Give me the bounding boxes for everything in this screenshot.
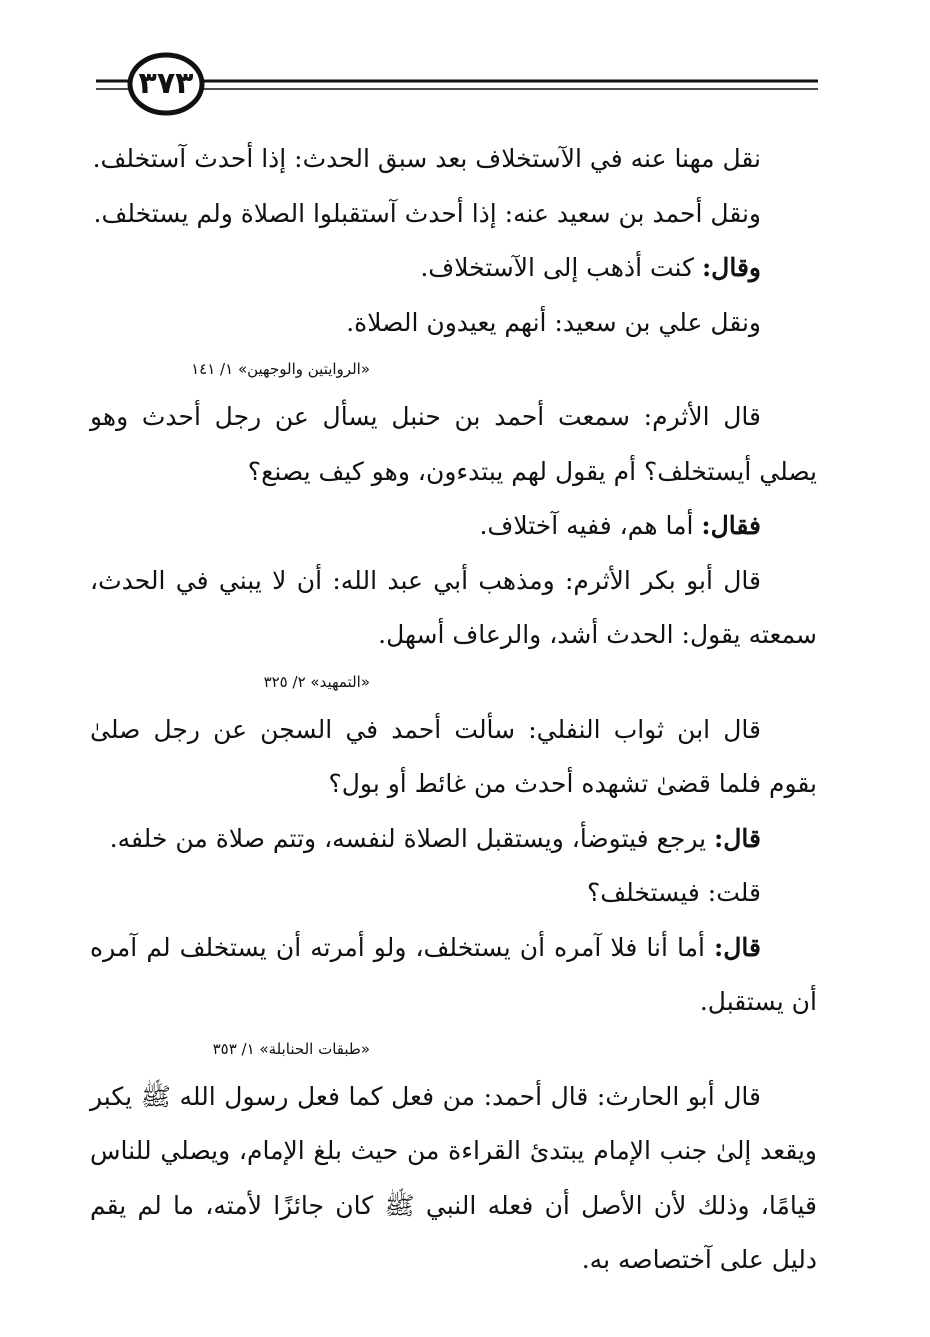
page-body [90, 132, 817, 1288]
paragraph-text: قال ابن ثواب النفلي: سألت أحمد في السجن عن رجل صلىٰ بقوم فلما قضىٰ تشهده أحدث من غائط أو بول؟ [90, 714, 817, 798]
paragraph-text: كنت أذهب إلى الآستخلاف. [420, 253, 702, 282]
paragraph-text: أما أنا فلا آمره أن يستخلف، ولو أمرته أن يستخلف لم آمره أن يستقبل. [90, 932, 817, 1016]
page-number: ٣٧٣ [138, 66, 194, 101]
paragraph-text: يرجع فيتوضأ، ويستقبل الصلاة لنفسه، وتتم صلاة من خلفه. [109, 823, 715, 853]
paragraph-text: ونقل علي بن سعيد: أنهم يعيدون الصلاة. [346, 307, 761, 337]
paragraph-lead: قال: [714, 823, 761, 853]
paragraph [90, 703, 817, 812]
paragraph [90, 499, 817, 554]
paragraph-lead: قال: [714, 932, 761, 962]
paragraph [90, 132, 817, 187]
paragraph [90, 1070, 817, 1288]
paragraph-text: نقل مهنا عنه في الآستخلاف بعد سبق الحدث: إذا أحدث آستخلف. [92, 144, 761, 173]
paragraph [90, 390, 817, 499]
paragraph [90, 921, 817, 1030]
paragraph-text: قال الأثرم: سمعت أحمد بن حنبل يسأل عن رجل أحدث وهو يصلي أيستخلف؟ أم يقول لهم يبتدءون، وهو كيف يصنع؟ [90, 402, 817, 486]
paragraph [90, 554, 817, 663]
paragraph-text: قال أبو بكر الأثرم: ومذهب أبي عبد الله: أن لا يبني في الحدث، سمعته يقول: الحدث أشد، والرعاف أسهل. [90, 565, 817, 649]
paragraph [90, 187, 817, 242]
paragraph-lead: وقال: [701, 253, 761, 282]
paragraph-text: أما هم، ففيه آختلاف. [479, 511, 702, 540]
paragraph-text: قال أبو الحارث: قال أحمد: من فعل كما فعل رسول الله ﷺ يكبر ويقعد إلىٰ جنب الإمام يبتدئ القراءة من حيث بلغ الإمام، ويصلي للناس قيامًا، وذلك لأن الأصل أن فعله النبي ﷺ كان جائزًا لأمته، ما لم يقم دليل على آختصاصه به. [90, 1081, 817, 1274]
page-header [0, 0, 930, 130]
paragraph-text: قلت: فيستخلف؟ [586, 878, 761, 907]
source-citation: «الروايتين والوجهين» ١/ ١٤١ [191, 360, 370, 378]
paragraph [90, 241, 817, 296]
paragraph [90, 812, 817, 867]
paragraph [90, 866, 817, 921]
paragraph-text: ونقل أحمد بن سعيد عنه: إذا أحدث آستقبلوا الصلاة ولم يستخلف. [93, 198, 761, 228]
paragraph-lead: فقال: [701, 511, 761, 540]
source-citation: «التمهيد» ٢/ ٣٢٥ [263, 672, 370, 691]
source-citation: «طبقات الحنابلة» ١/ ٣٥٣ [212, 1039, 370, 1058]
paragraph [90, 296, 817, 351]
